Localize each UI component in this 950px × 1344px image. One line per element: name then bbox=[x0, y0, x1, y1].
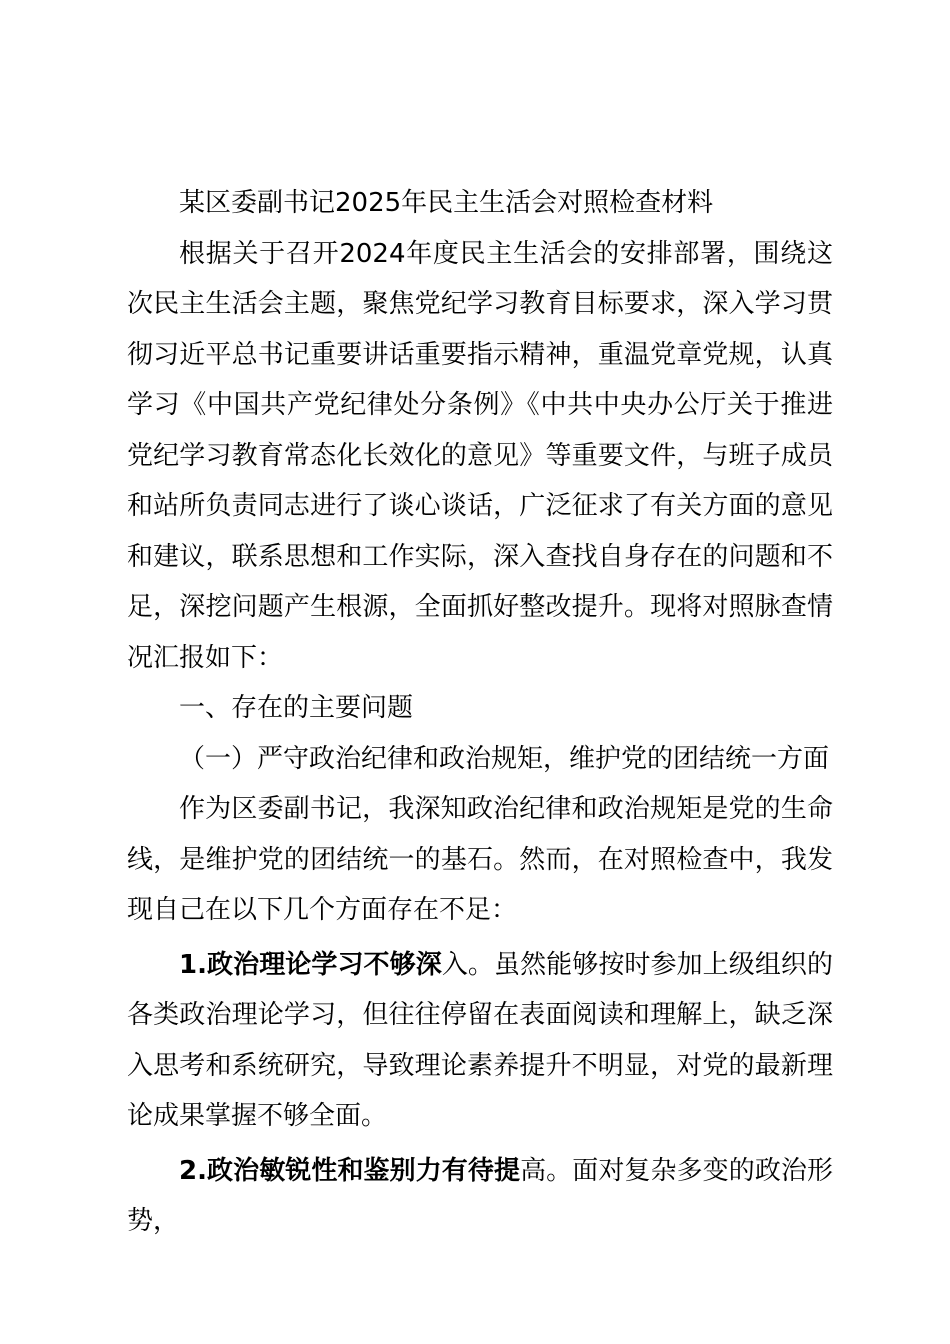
item-2-paragraph bbox=[127, 1146, 833, 1247]
intro-paragraph: 根据关于召开2024年度民主生活会的安排部署，围绕这次民主生活会主题，聚焦党纪学习教育目标要求，深入学习贯彻习近平总书记重要讲话重要指示精神，重温党章党规，认真学习《中国共产党纪律处分条例》《中共中央办公厅关于推进党纪学习教育常态化长效化的意见》等重要文件，与班子成员和站所负责同志进行了谈心谈话，广泛征求了有关方面的意见和建议，联系思想和工作实际，深入查找自身存在的问题和不足，深挖问题产生根源，全面抓好整改提升。现将对照脉查情况汇报如下： bbox=[127, 238, 833, 673]
item-1-paragraph bbox=[127, 940, 833, 1142]
document-body bbox=[127, 178, 833, 1247]
section-heading: 一、存在的主要问题 bbox=[179, 693, 414, 723]
subsection-intro-paragraph: 作为区委副书记，我深知政治纪律和政治规矩是党的生命线，是维护党的团结统一的基石。然而，在对照检查中，我发现自己在以下几个方面存在不足： bbox=[127, 794, 833, 925]
subsection-heading: （一）严守政治纪律和政治规矩，维护党的团结统一方面 bbox=[179, 743, 830, 774]
item-1-heading: 1.政治理论学习不够深 bbox=[179, 949, 442, 980]
item-2-text: 高。面对复杂多变的政治形势， bbox=[127, 1155, 833, 1236]
item-2-heading: 2.政治敏锐性和鉴别力有待提 bbox=[179, 1155, 521, 1186]
item-1-text: 入。虽然能够按时参加上级组织的各类政治理论学习，但往往停留在表面阅读和理解上，缺乏深入思考和系统研究，导致理论素养提升不明显，对党的最新理论成果掌握不够全面。 bbox=[127, 949, 833, 1131]
document-title: 某区委副书记2025年民主生活会对照检查材料 bbox=[179, 188, 714, 218]
